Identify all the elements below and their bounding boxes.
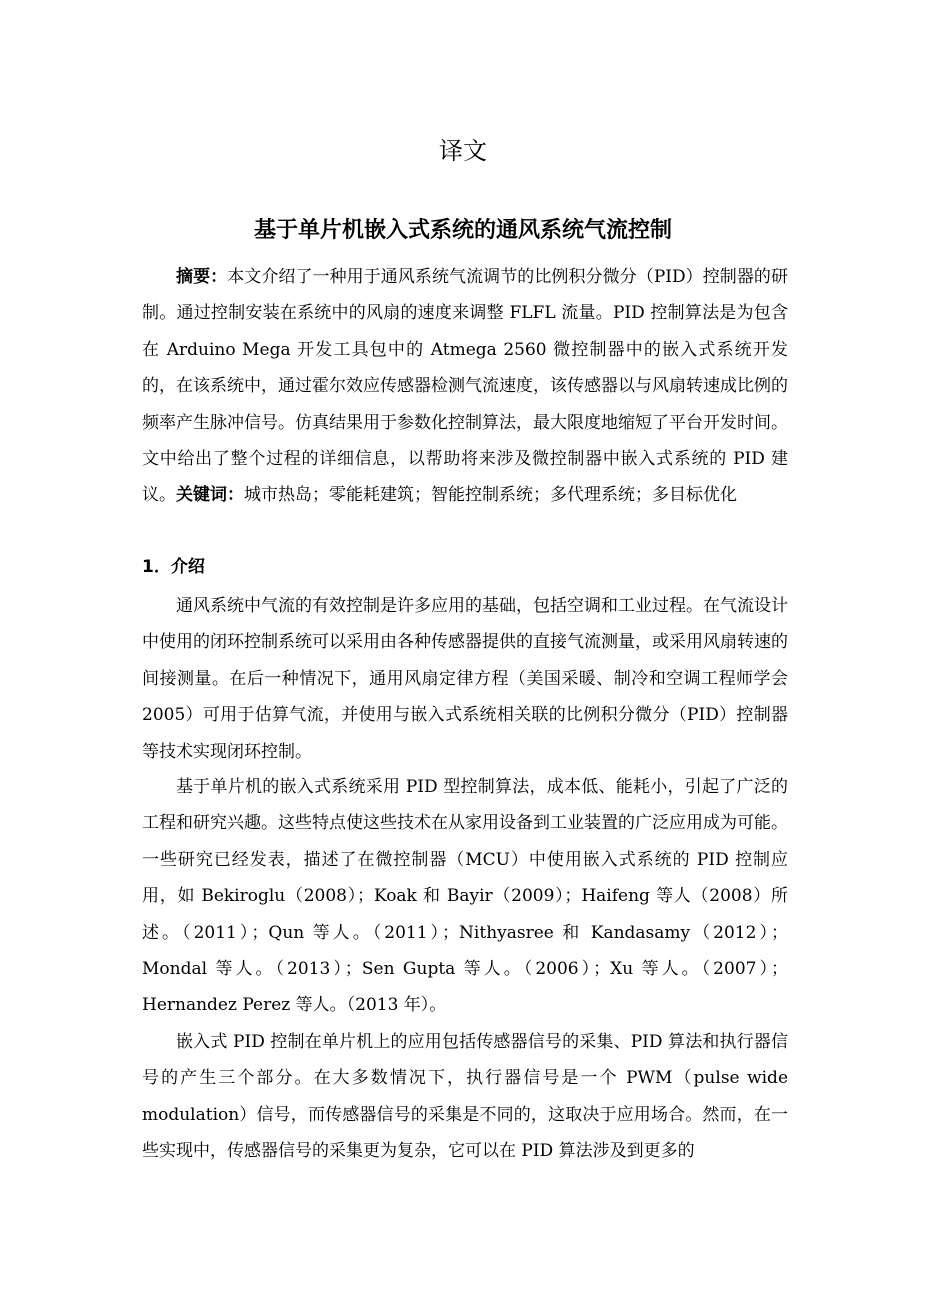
abstract-text: 本文介绍了一种用于通风系统气流调节的比例积分微分（PID）控制器的研制。通过控制安装在系统中的风扇的速度来调整 FLFL 流量。PID 控制算法是为包含在 Arduino Mega 开发工具包中的 Atmega 2560 微控制器中的嵌入式系统开发的，在该系统中，通过霍尔效应传感器检测气流速度，该传感器以与风扇转速成比例的频率产生脉冲信号。仿真结果用于参数化控制算法，最大限度地缩短了平台开发时间。文中给出了整个过程的详细信息，以帮助将来涉及微控制器中嵌入式系统的 PID 建议。 xyxy=(142,267,788,506)
abstract-paragraph xyxy=(142,259,788,514)
body-paragraph: 通风系统中气流的有效控制是许多应用的基础，包括空调和工业过程。在气流设计中使用的闭环控制系统可以采用由各种传感器提供的直接气流测量，或采用风扇转速的间接测量。在后一种情况下，通用风扇定律方程（美国采暖、制冷和空调工程师学会 2005）可用于估算气流，并使用与嵌入式系统相关联的比例积分微分（PID）控制器等技术实现闭环控制。 xyxy=(142,596,788,762)
section-heading-introduction: 1．介绍 xyxy=(142,557,205,577)
keywords-label: 关键词： xyxy=(176,485,244,506)
keywords-text: 城市热岛；零能耗建筑；智能控制系统；多代理系统；多目标优化 xyxy=(244,485,737,506)
translation-header: 译文 xyxy=(439,137,487,165)
paper-title: 基于单片机嵌入式系统的通风系统气流控制 xyxy=(253,218,672,243)
abstract-label: 摘要： xyxy=(176,267,228,287)
body-paragraph: 嵌入式 PID 控制在单片机上的应用包括传感器信号的采集、PID 算法和执行器信号的产生三个部分。在大多数情况下，执行器信号是一个 PWM（pulse wide modulation）信号，而传感器信号的采集是不同的，这取决于应用场合。然而，在一些实现中，传感器信号的采集更为复杂，它可以在 PID 算法涉及到更多的 xyxy=(142,1032,788,1162)
body-paragraph: 基于单片机的嵌入式系统采用 PID 型控制算法，成本低、能耗小，引起了广泛的工程和研究兴趣。这些特点使这些技术在从家用设备到工业装置的广泛应用成为可能。一些研究已经发表，描述了在微控制器（MCU）中使用嵌入式系统的 PID 控制应用，如 Bekiroglu（2008）；Koak 和 Bayir（2009）；Haifeng 等人（2008）所述。（2011）；Qun 等人。（2011）；Nithyasree 和 Kandasamy（2012）；Mondal 等人。（2013）；Sen Gupta 等人。（2006）；Xu 等人。（2007）；Hernandez Perez 等人。（2013 年）。 xyxy=(142,777,788,1016)
